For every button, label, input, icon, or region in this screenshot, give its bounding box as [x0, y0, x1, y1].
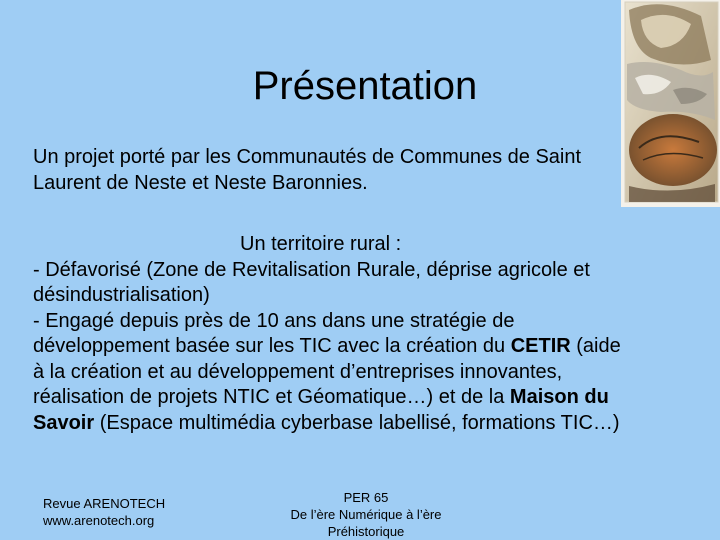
bullet-engage-text-3: (Espace multimédia cyberbase labellisé, formations TIC…) [94, 411, 620, 434]
territory-heading: Un territoire rural : [240, 233, 402, 255]
footer-per-title-1: De l’ère Numérique à l’ère [290, 507, 442, 522]
footer-per-number: PER 65 [343, 490, 389, 505]
bullet-defavorise: - Défavorisé (Zone de Revitalisation Rurale, déprise agricole et désindustrialisation) [33, 258, 590, 306]
footer-per-title-2: Préhistorique [327, 524, 405, 539]
cetir-bold: CETIR [510, 335, 571, 357]
footer-source [43, 495, 165, 529]
footer-per [266, 489, 466, 540]
bullet-engage-text-1: - Engagé depuis près de 10 ans dans une stratégie de développement basée sur les TIC avec la création du [33, 309, 515, 357]
maison-du-savoir-bold: Maison du Savoir [33, 386, 609, 434]
slide-title: Présentation [252, 64, 478, 108]
footer-revue: Revue ARENOTECH [43, 496, 166, 511]
footer-url: www.arenotech.org [43, 513, 155, 528]
bullet-engage-text-2: (aide à la création et au développement d’entreprises innovantes, réalisation de projets NTIC et Géomatique…) et de la [33, 335, 621, 408]
bullet-engage [33, 309, 633, 437]
intro-paragraph: Un projet porté par les Communautés de Communes de Saint Laurent de Neste et Neste Baronnies. [33, 146, 582, 194]
territory-block [33, 232, 633, 436]
